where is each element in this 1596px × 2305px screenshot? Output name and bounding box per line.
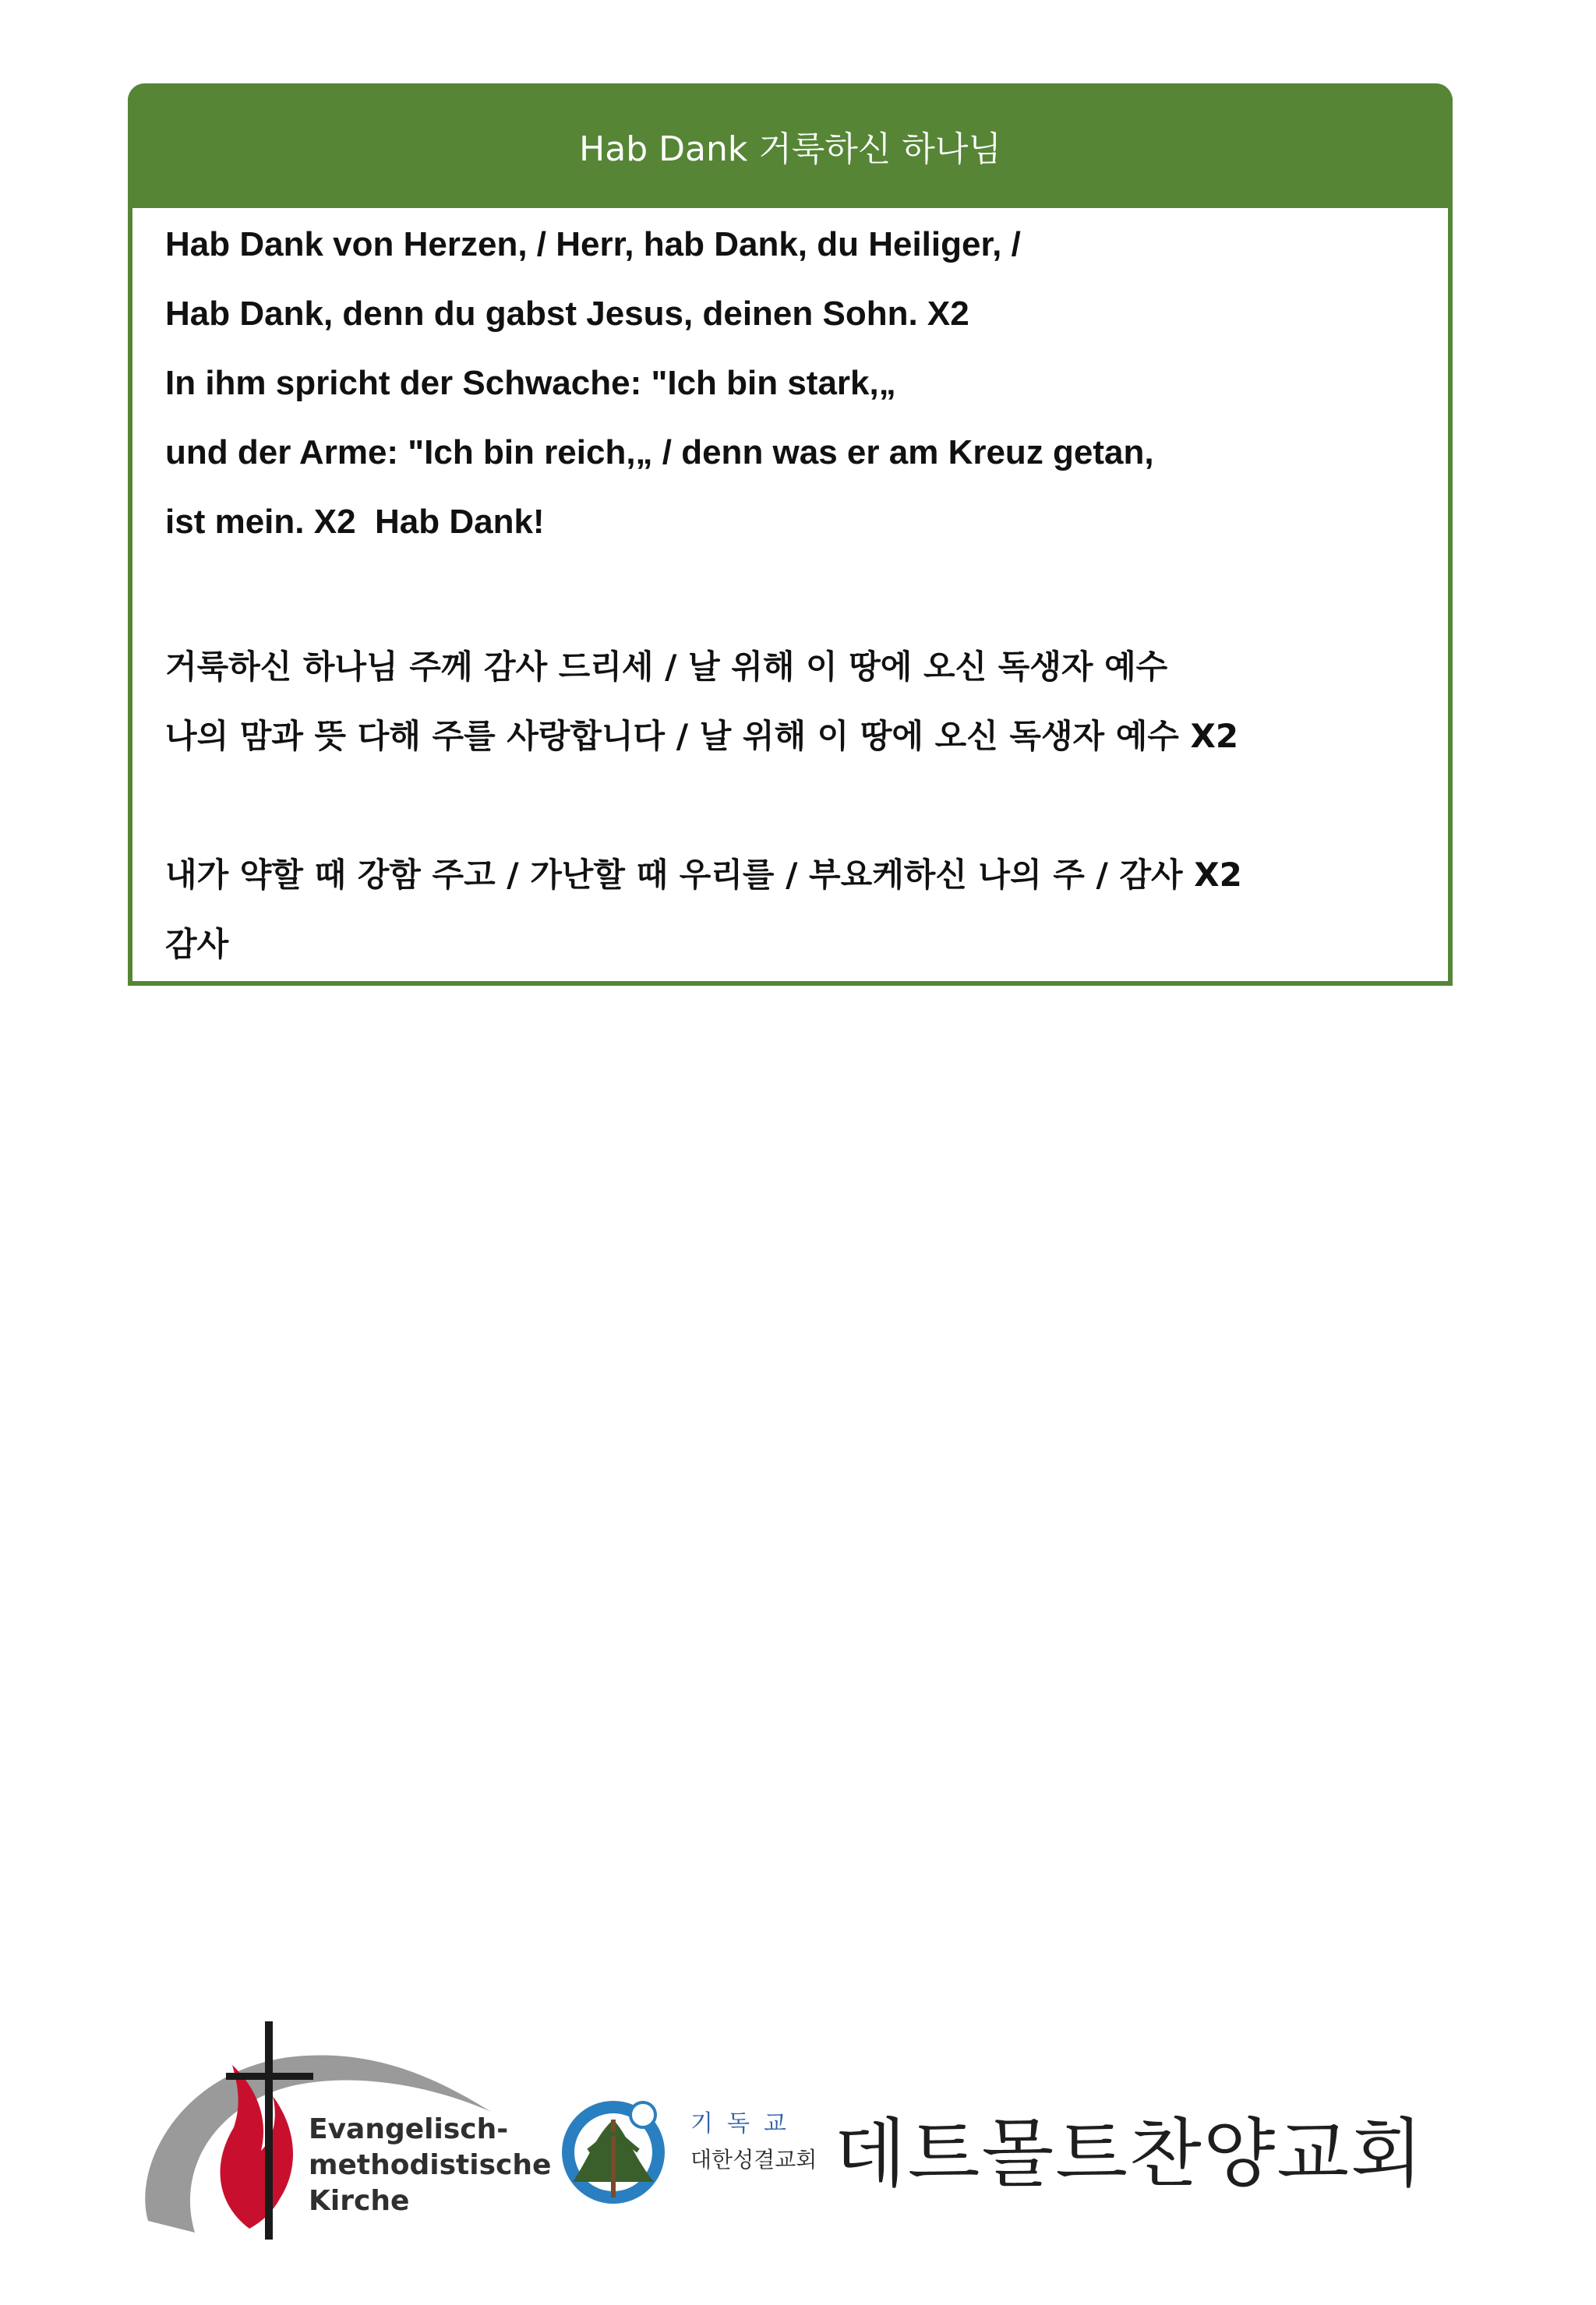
lyric-line: Hab Dank von Herzen, / Herr, hab Dank, du Heiliger, / [165, 225, 1021, 263]
lyric-line: ist mein. X2 Hab Dank! [165, 503, 545, 541]
song-title: Hab Dank 거룩하신 하나님 [128, 83, 1453, 208]
emk-logo [132, 2010, 553, 2244]
lyric-line: und der Arme: "Ich bin reich,„ / denn was er am Kreuz getan, [165, 433, 1154, 471]
lyric-line: In ihm spricht der Schwache: "Ich bin stark,„ [165, 364, 896, 402]
lyrics-body [165, 208, 1432, 981]
emk-line-3: Kirche [309, 2185, 410, 2217]
church-name: 데트몰트찬양교회 [834, 2110, 1425, 2197]
denomination-top: 기독교 [690, 2110, 800, 2137]
emk-line-1: Evangelisch- [309, 2113, 509, 2145]
denomination-label [690, 2104, 823, 2174]
lyric-line: Hab Dank, denn du gabst Jesus, deinen Sohn. X2 [165, 295, 969, 333]
church-emblem-icon [557, 2088, 674, 2213]
lyric-line: 거룩하신 하나님 주께 감사 드리세 / 날 위해 이 땅에 오신 독생자 예수 [165, 648, 1168, 686]
emk-wordmark [309, 2112, 551, 2219]
emk-line-2: methodistische [309, 2149, 552, 2181]
lyric-line: 나의 맘과 뜻 다해 주를 사랑합니다 / 날 위해 이 땅에 오신 독생자 예수 X2 [165, 717, 1239, 755]
song-card [128, 83, 1453, 986]
lyric-line: 감사 [165, 925, 229, 963]
lyric-line: 내가 약할 때 강함 주고 / 가난할 때 우리를 / 부요케하신 나의 주 / 감사 X2 [165, 856, 1242, 894]
denomination-bottom: 대한성결교회 [690, 2147, 817, 2173]
footer-logos [132, 2010, 1473, 2244]
